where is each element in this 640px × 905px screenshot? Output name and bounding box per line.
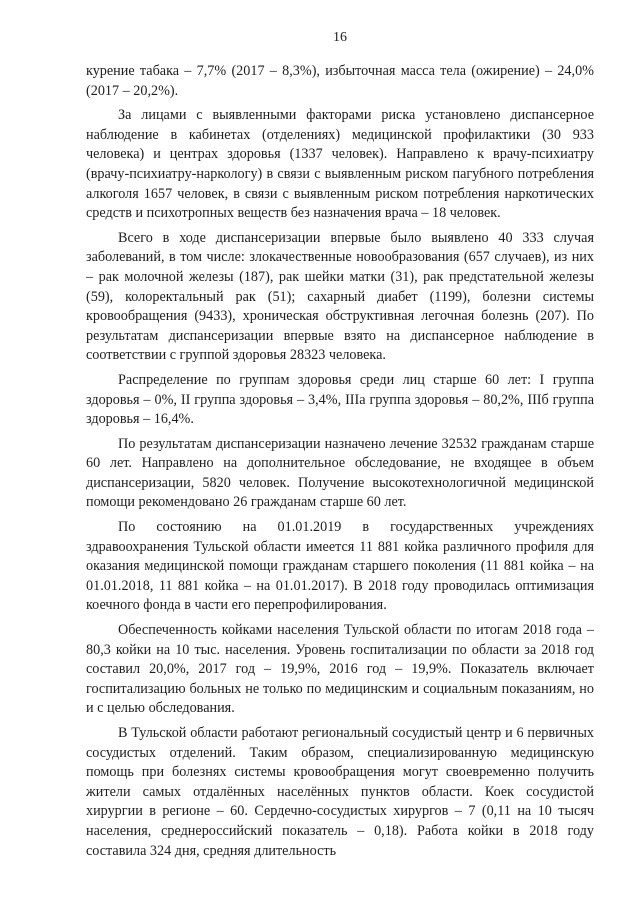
paragraph-health-groups: Распределение по группам здоровья среди лиц старше 60 лет: I группа здоровья – 0%, II группа здоровья – 3,4%, IIIа группа здоровья – 80,2%, IIIб группа здоровья – 16,4%. [86,371,594,428]
paragraph-vascular-centers: В Тульской области работают региональный сосудистый центр и 6 первичных сосудистых отделений. Таким образом, специализированную медицинскую помощь при болезнях системы кровообращения могут своевременно получить жители самых отдалённых населённых пунктов области. Коек сосудистой хирургии в регионе – 60. Сердечно-сосудистых хирургов – 7 (0,11 на 10 тысяч населения, среднероссийский показатель – 0,18). Работа койки в 2018 году составила 324 дня, средняя длительность [86,725,594,859]
paragraph-diseases-detected: Всего в ходе диспансеризации впервые было выявлено 40 333 случая заболеваний, в том числе: злокачественные новообразования (657 случаев), из них – рак молочной железы (187), рак шейки матки (31), рак предстательной железы (59), колоректальный рак (51); сахарный диабет (1199), болезни системы кровообращения (9433), хроническая обструктивная легочная болезнь (207). По результатам диспансеризации впервые взято на диспансерное наблюдение в соответствии с группой здоровья 28323 человека. [86,229,594,364]
paragraph-dispensary-observation: За лицами с выявленными факторами риска установлено диспансерное наблюдение в кабинетах (отделениях) медицинской профилактики (30 933 человека) и центрах здоровья (1337 человек). Направлено к врачу-психиатру (врачу-психиатру-наркологу) в связи с выявленным риском пагубного потребления алкоголя 1657 человек, в связи с выявленным риском потребления наркотических средств и психотропных веществ без назначения врача – 18 человек. [86,107,594,222]
page-number: 16 [333,30,347,45]
paragraph-bed-fund: По состоянию на 01.01.2019 в государственных учреждениях здравоохранения Тульской области имеется 11 881 койка различного профиля для оказания медицинской помощи гражданам старшего поколения (11 881 койка – на 01.01.2018, 11 881 койка – на 01.01.2017). В 2018 году проводилась оптимизация коечного фонда в части его перепрофилирования. [86,519,594,614]
paragraph-treatment-assigned: По результатам диспансеризации назначено лечение 32532 гражданам старше 60 лет. Направлено на дополнительное обследование, не входящее в объем диспансеризации, 5820 человек. Получение высокотехнологичной медицинской помощи рекомендовано 26 гражданам старше 60 лет. [86,435,594,511]
document-body [86,62,594,866]
paragraph-continuation: курение табака – 7,7% (2017 – 8,3%), избыточная масса тела (ожирение) – 24,0% (2017 – 20,2%). [86,63,594,99]
paragraph-bed-provision: Обеспеченность койками населения Тульской области по итогам 2018 года – 80,3 койки на 10 тыс. населения. Уровень госпитализации по области за 2018 год составил 20,0%, 2017 год – 19,9%, 2016 год – 19,9%. Показатель включает госпитализацию больных не только по медицинским и социальным показаниям, но и с целью обследования. [86,622,594,717]
